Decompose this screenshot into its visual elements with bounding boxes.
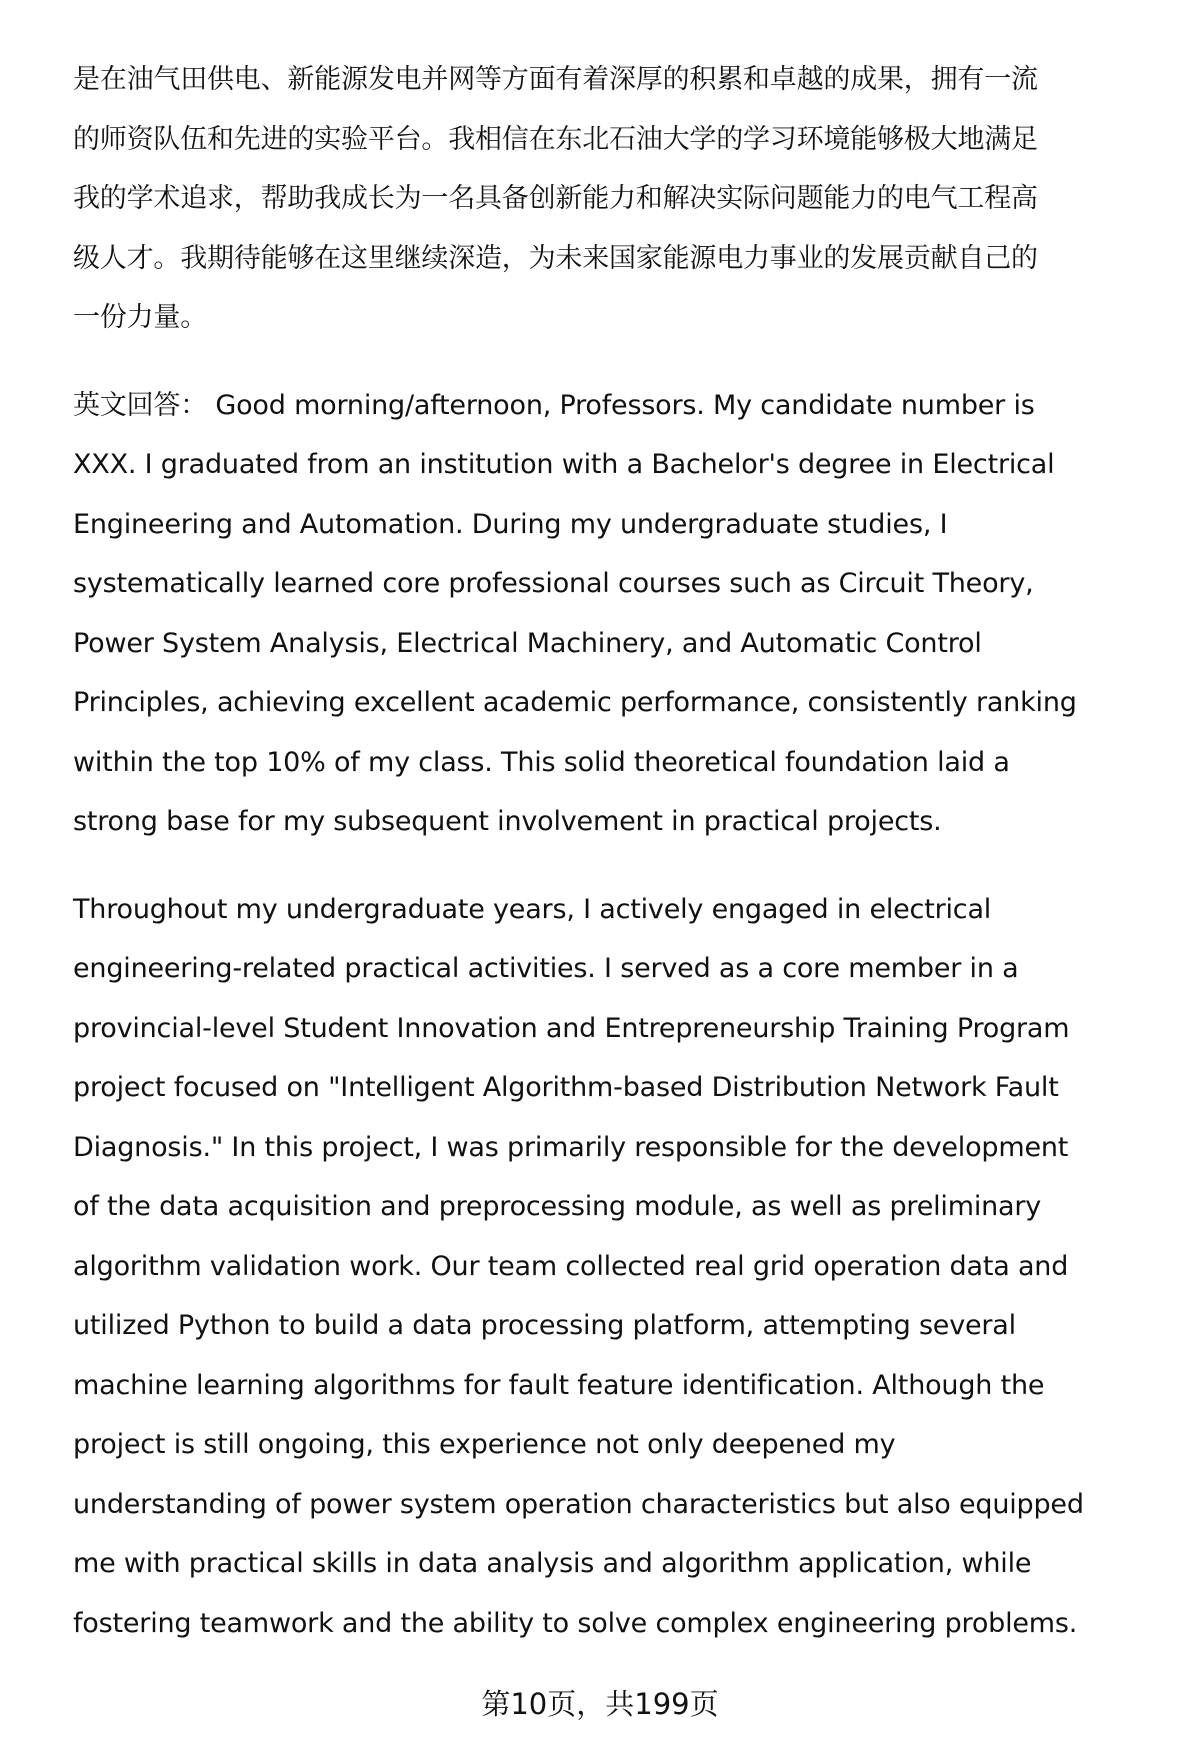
text-line: within the top 10% of my class. This solid theoretical foundation laid a: [73, 746, 1010, 778]
text-line: Throughout my undergraduate years, I actively engaged in electrical: [73, 893, 992, 925]
text-line: project focused on "Intelligent Algorithm-based Distribution Network Fault: [73, 1072, 1059, 1103]
text-line: utilized Python to build a data processing platform, attempting several: [73, 1310, 1016, 1341]
text-line: 的师资队伍和先进的实验平台。我相信在东北石油大学的学习环境能够极大地满足: [73, 123, 1038, 155]
text-line: me with practical skills in data analysis and algorithm application, while: [73, 1548, 1032, 1579]
text-line: Diagnosis." In this project, I was primarily responsible for the development: [73, 1131, 1069, 1163]
text-line: 我的学术追求，帮助我成长为一名具备创新能力和解决实际问题能力的电气工程高: [73, 183, 1038, 214]
text-line: engineering-related practical activities. I served as a core member in a: [73, 953, 1019, 984]
text-line: 级人才。我期待能够在这里继续深造，为未来国家能源电力事业的发展贡献自己的: [73, 242, 1038, 274]
text-line: provincial-level Student Innovation and Entrepreneurship Training Program: [73, 1012, 1070, 1044]
text-line: machine learning algorithms for fault feature identification. Although the: [73, 1369, 1045, 1401]
text-line: 一份力量。: [73, 302, 207, 333]
text-line: 英文回答： Good morning/afternoon, Professors. My candidate number is: [73, 389, 1035, 421]
text-line: understanding of power system operation characteristics but also equipped: [73, 1488, 1084, 1520]
text-line: of the data acquisition and preprocessing module, as well as preliminary: [73, 1191, 1042, 1222]
text-line: fostering teamwork and the ability to solve complex engineering problems.: [73, 1607, 1078, 1639]
text-line: Power System Analysis, Electrical Machinery, and Automatic Control: [73, 627, 982, 659]
paragraph: [73, 384, 1153, 860]
text-line: Engineering and Automation. During my undergraduate studies, I: [73, 508, 948, 540]
text-line: XXX. I graduated from an institution with a Bachelor's degree in Electrical: [73, 449, 1055, 480]
text-line: Principles, achieving excellent academic performance, consistently ranking: [73, 687, 1077, 718]
text-line: strong base for my subsequent involvement in practical projects.: [73, 806, 942, 837]
text-line: algorithm validation work. Our team collected real grid operation data and: [73, 1250, 1069, 1282]
paragraph: [73, 58, 1153, 356]
text-line: systematically learned core professional courses such as Circuit Theory,: [73, 568, 1034, 599]
document-body: [73, 58, 1153, 1689]
page-number: 第10页，共199页: [481, 1687, 719, 1721]
text-line: project is still ongoing, this experience not only deepened my: [73, 1429, 896, 1460]
text-line: 是在油气田供电、新能源发电并网等方面有着深厚的积累和卓越的成果，拥有一流: [73, 64, 1038, 95]
paragraph: [73, 888, 1153, 1662]
